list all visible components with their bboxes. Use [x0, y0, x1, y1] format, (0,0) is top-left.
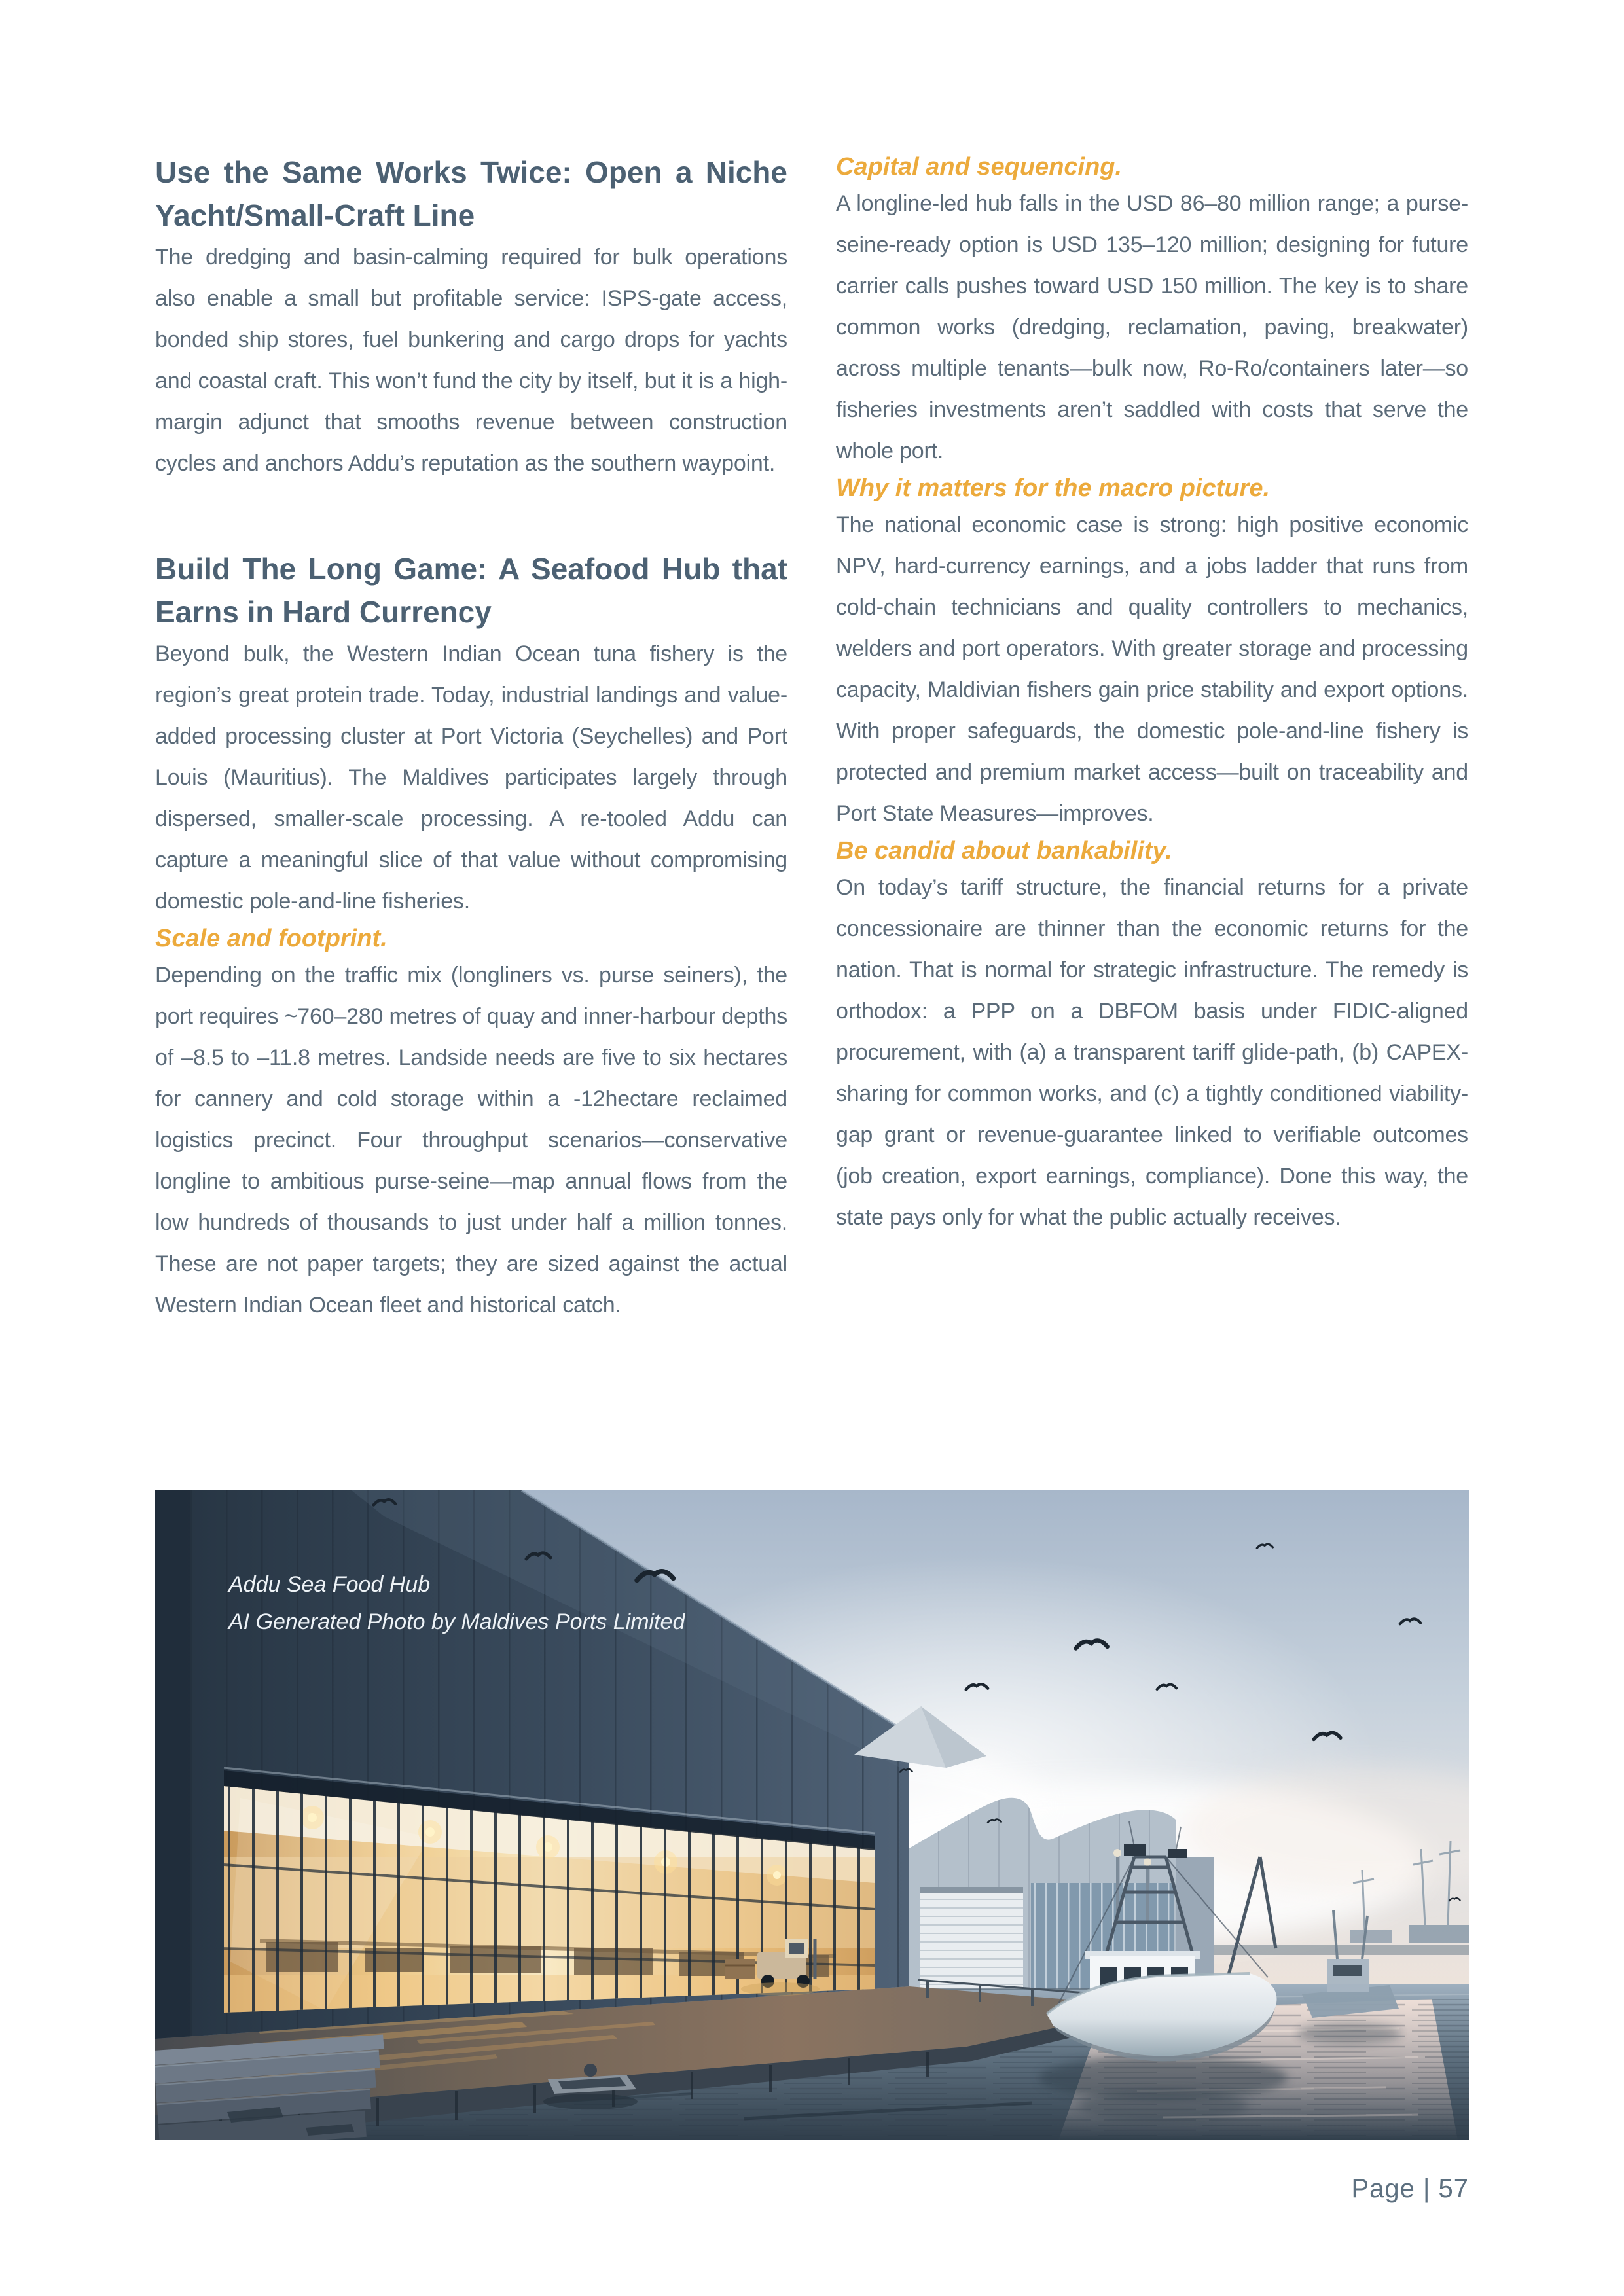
quay-steps: [155, 2035, 390, 2140]
paragraph-macro-picture: The national economic case is strong: high positive economic NPV, hard-currency earnings, and a jobs ladder that runs from cold-chain technicians and quality controllers to mechanics, welders and port operators. With greater storage and processing capacity, Maldivian fishers gain price stability and export options. With proper safeguards, the domestic pole-and-line fishery is protected and premium market access—built on traceability and Port State Measures—improves.: [836, 512, 1468, 826]
section-heading-seafood-hub: Build The Long Game: A Seafood Hub that Earns in Hard Currency: [155, 552, 787, 629]
left-column: [155, 151, 787, 1326]
hero-rendering-seafood-hub: [155, 1490, 1469, 2140]
right-column: [836, 151, 1468, 1238]
page-number: Page | 57: [1351, 2174, 1469, 2203]
paragraph-bankability: On today’s tariff structure, the financial returns for a private concessionaire are thinner than the economic returns for the nation. That is normal for strategic infrastructure. The remedy is orthodox: a PPP on a DBFOM basis under FIDIC-aligned procurement, with (a) a transparent tariff glide-path, (b) CAPEX-sharing for common works, and (c) a tightly conditioned viability-gap grant or revenue-guarantee linked to verifiable outcomes (job creation, export earnings, compliance). Done this way, the state pays only for what the public actually receives.: [836, 875, 1468, 1230]
subheading-scale-footprint: Scale and footprint.: [155, 925, 388, 952]
paragraph-dredging: The dredging and basin-calming required for bulk operations also enable a small but profitable service: ISPS-gate access, bonded ship stores, fuel bunkering and cargo drops for yachts and coastal craft. This won’t fund the city by itself, but it is a high-margin adjunct that smooths revenue between construction cycles and anchors Addu’s reputation as the southern waypoint.: [155, 245, 787, 476]
paragraph-capital-sequencing: A longline-led hub falls in the USD 86–80 million range; a purse-seine-ready option is USD 135–120 million; designing for future carrier calls pushes toward USD 150 million. The key is to share common works (dredging, reclamation, paving, breakwater) across multiple tenants—bulk now, Ro-Ro/containers later—so fisheries investments aren’t saddled with costs that serve the whole port.: [836, 191, 1468, 463]
caption-title: Addu Sea Food Hub: [228, 1572, 431, 1597]
seafood-hub-illustration: [155, 1490, 1469, 2140]
paragraph-scale-footprint: Depending on the traffic mix (longliners vs. purse seiners), the port requires ~760–280 metres of quay and inner-harbour depths of –8.5 to –11.8 metres. Landside needs are five to six hectares for cannery and cold storage within a -12hectare reclaimed logistics precinct. Four throughput scenarios—conservative longline to ambitious purse-seine—map annual flows from the low hundreds of thousands to just under half a million tonnes. These are not paper targets; they are sized against the actual Western Indian Ocean fleet and historical catch.: [155, 963, 787, 1318]
caption-credit: AI Generated Photo by Maldives Ports Limited: [228, 1609, 685, 1634]
subheading-bankability: Be candid about bankability.: [836, 837, 1172, 865]
paragraph-beyond-bulk: Beyond bulk, the Western Indian Ocean tuna fishery is the region’s great protein trade. Today, industrial landings and value-added processing cluster at Port Victoria (Seychelles) and Port Louis (Mauritius). The Maldives participates largely through dispersed, smaller-scale processing. A re-tooled Addu can capture a meaningful slice of that value without compromising domestic pole-and-line fisheries.: [155, 641, 787, 914]
subheading-capital-sequencing: Capital and sequencing.: [836, 153, 1123, 181]
subheading-macro-picture: Why it matters for the macro picture.: [836, 475, 1271, 502]
section-heading-niche-line: Use the Same Works Twice: Open a Niche Yacht/Small-Craft Line: [155, 155, 787, 232]
